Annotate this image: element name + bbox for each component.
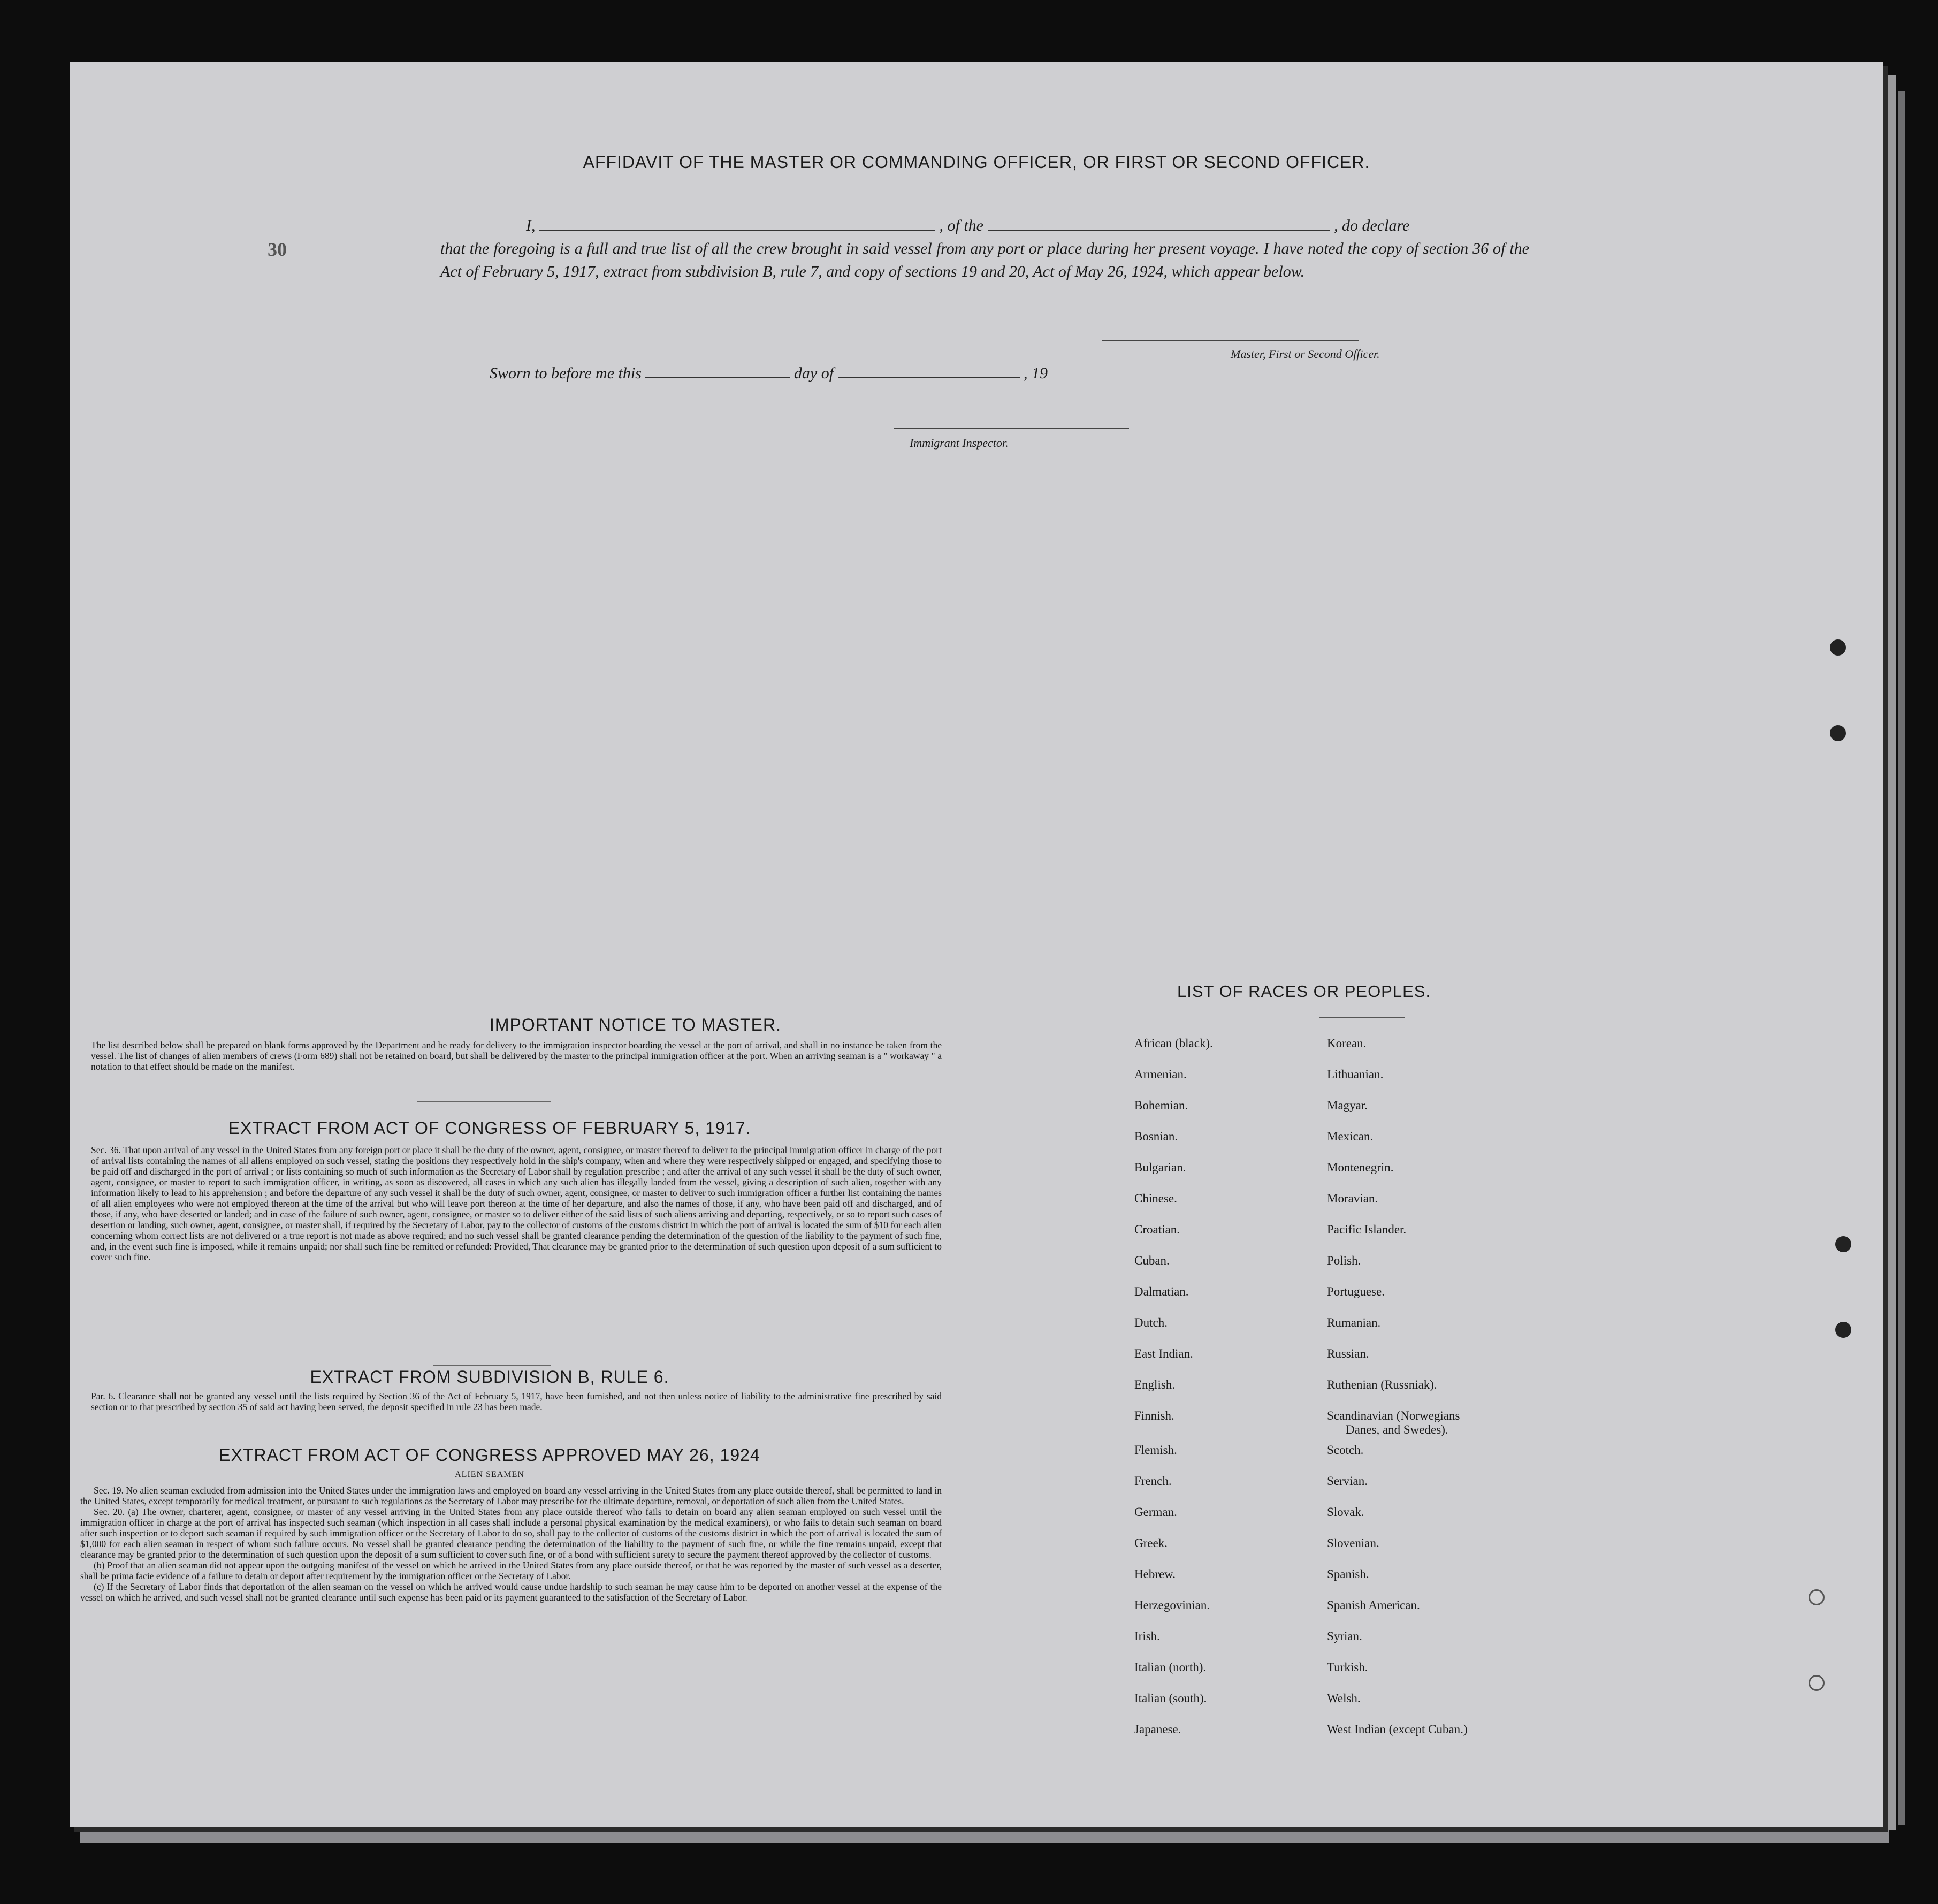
margin-mark: 30 (268, 239, 287, 260)
race-item: Greek. (1134, 1536, 1168, 1550)
section-19-text: Sec. 19. No alien seaman excluded from admission into the United States under the immigration laws and employed on board any vessel arriving in the United States from any place outside thereof, shall be permitted to land in the United States, except temporarily for medical treatment, or pursuant to such regulations as the Secretary of Labor may prescribe for the ultimate departure, removal, or deportation of such alien from the United States. (80, 1485, 942, 1506)
race-item: Welsh. (1327, 1692, 1361, 1705)
race-item: Slovenian. (1327, 1536, 1379, 1550)
sworn-day-blank (645, 377, 790, 378)
race-item: Syrian. (1327, 1629, 1362, 1643)
sworn-label: Sworn to before me this (490, 364, 642, 382)
affidavit-text: that the foregoing is a full and true list of all the crew brought in said vessel from any port or place during her present voyage. I have noted the copy of section 36 of the Act of February 5, 1917, extract from subdivision B, rule 7, and copy of sections 19 and 20, Act of May 26, 1924, which appear below. (440, 240, 1529, 280)
section-20c-text: (c) If the Secretary of Labor finds that deportation of the alien seaman on the vessel on which he arrived would cause undue hardship to such seaman he may cause him to be deported on another vessel at the expense of the vessel on which he arrived, and such vessel shall not be granted clearance until such expense has been paid or its payment guaranteed to the satisfaction of the Secretary of Labor. (80, 1581, 942, 1603)
race-item: Lithuanian. (1327, 1068, 1384, 1081)
race-item: East Indian. (1134, 1347, 1193, 1360)
extract-rule6-title: EXTRACT FROM SUBDIVISION B, RULE 6. (310, 1367, 669, 1387)
race-item: Flemish. (1134, 1443, 1177, 1457)
affidavit-line1 (526, 214, 1529, 237)
document-page: AFFIDAVIT OF THE MASTER OR COMMANDING OFFICER, OR FIRST OR SECOND OFFICER. 30 I, , of the , do declare that the foregoing is a full and true list of all the crew brought in said vessel from any port or place during her present voyage. I have noted the copy of section 36 of the Act of February 5, 1917, extract from subdivision B, rule 7, and copy of sections 19 and 20, Act of May 26, 1924, which appear below. Master, First or Second Officer. Sworn to before me this day of , 19 Immigrant Inspector. IMPORTANT NOTICE TO MASTER. The list described below shall be prepared on blank forms approved by the Department and be ready for delivery to the immigration inspector boarding the vessel at the port of arrival, and shall in no instance be taken from the vessel. The list of changes of alien members of crews (Form 689) shall not be retained on board, but shall be delivered by the master to the principal immigration officer at the port. When an arriving seaman is a " workaway " a notation to that effect should be made on the manifest. EXTRACT FROM ACT OF CONGRESS OF FEBRUARY 5, 1917. Sec. 36. That upon arrival of any vessel in the United States from any foreign port or place it shall be the duty of the owner, agent, consignee, or master thereof to deliver to the principal immigration officer in charge of the port of arrival lists containing the names of all aliens employed on such vessel, stating the positions they respectively hold in the ship's company, when and where they were respectively shipped or engaged, and specifying those to be paid off and discharged in the port of arrival ; or lists containing so much of such information as the Secretary of Labor shall by regulation prescribe ; and after the arrival of any such vessel it shall be the duty of such owner, agent, consignee, or master to report to such immigration officer, in writing, as soon as discovered, all cases in which any such alien has illegally landed from the vessel, giving a description of such alien, together with any information likely to lead to his apprehension ; and before the departure of any such vessel it shall be the duty of such owner, agent, consignee, or master to deliver to such immigration officer a further list containing the names of all alien employees who were not employed thereon at the time of the arrival but who will leave port thereon at the time of her departure, and also the names of those, if any, who have been paid off and discharged, and of those, if any, who have deserted or landed; and in case of the failure of such owner, agent, consignee, or master so to deliver either of the said lists of such aliens arriving and departing, respectively, or so to report such cases of desertion or landing, such owner, agent, consignee, or master shall, if required by the Secretary of Labor, pay to the collector of customs of the customs district in which the port of arrival is located the sum of $10 for each alien concerning whom correct lists are not delivered or a true report is not made as above required; and no such vessel shall be granted clearance pending the determination of the question of the liability to the payment of such fine, and, in the event such fine is imposed, while it remains unpaid; nor shall such fine be remitted or refunded: Provided, That clearance may be granted prior to the determination of such question upon deposit of a sum sufficient to cover such fine. EXTRACT FROM SUBDIVISION B, RULE 6. Par. 6. Clearance shall not be granted any vessel until the lists required by Section 36 of the Act of February 5, 1917, have been furnished, and not then unless notice of liability to the administrative fine prescribed by said section or to that prescribed by section 35 of said act having been served, the deposit specified in rule 23 has been made. EXTRACT FROM ACT OF CONGRESS APPROVED MAY 26, 1924 ALIEN SEAMEN Sec. 19. No alien seaman excluded from admission into the United States under the immigration laws and employed on board any vessel arriving in the United States from any place outside thereof, shall be permitted to land in the United States, except temporarily for medical treatment, or pursuant to such regulations as the Secretary of Labor may prescribe for the ultimate departure, removal, or deportation of such alien from the United States. Sec. 20. (a) The owner, charterer, agent, consignee, or master of any vessel arriving in the United States from any place outside thereof who fails to detain on board any alien seaman employed on such vessel until the immigration officer in charge at the port of arrival has inspected such seaman (which inspection in all cases shall include a personal physical examination by the medical examiners), or who fails to detain such seaman on board after such inspection or to deport such seaman if required by such immigration officer or the Secretary of Labor to do so, shall pay to the collector of customs of the customs district in which the port of arrival is located the sum of $1,000 for each alien seaman in respect of whom such failure occurs. No vessel shall be granted clearance pending the determination of the liability to the payment of such fine, or while the fine remains unpaid, except that clearance may be granted prior to the determination of such question upon the deposit of a sum sufficient to cover such fine, or of a bond with sufficient surety to secure the payment thereof approved by the collector of customs. (b) Proof that an alien seaman did not appear upon the outgoing manifest of the vessel on which he arrived in the United States from any place outside thereof, or that he was reported by the master of such vessel as a deserter, shall be prima facie evidence of a failure to detain or deport after requirement by the immigration officer or the Secretary of Labor. (c) If the Secretary of Labor finds that deportation of the alien seaman on the vessel on which he arrived would cause undue hardship to such seaman he may cause him to be deported on another vessel at the expense of the vessel on which he arrived, and such vessel shall not be granted clearance until such expense has been paid or its payment guaranteed to the satisfaction of the Secretary of Labor. LIST OF RACES OR PEOPLES. African (black). Armenian. Bohemian. Bosnian. Bulgarian. Chinese. Croatian. Cuban. Dalmatian. Dutch. East Indian. English. Finnish. Flemish. French. German. Greek. Hebrew. Herzegovinian. Irish. Italian (north). Italian (south). Japanese. Korean. Lithuanian. Magyar. Mexican. Montenegrin. Moravian. Pacific Islander. Polish. Portuguese. Rumanian. Russian. Ruthenian (Russniak). Scandinavian (Norwegians Danes, and Swedes). Scotch. Servian. Slovak. Slovenian. Spanish. Spanish American. Syrian. Turkish. Welsh. West Indian (except Cuban.) (70, 62, 1883, 1827)
extract-1924-subtitle: ALIEN SEAMEN (455, 1470, 524, 1479)
paper-edge-middle (1886, 75, 1896, 1830)
race-item: West Indian (except Cuban.) (1327, 1723, 1468, 1736)
race-item: Slovak. (1327, 1505, 1364, 1519)
punch-hole (1830, 725, 1846, 741)
year-label: , 19 (1024, 364, 1048, 382)
race-item: Scotch. (1327, 1443, 1364, 1457)
race-item: German. (1134, 1505, 1177, 1519)
race-item: Hebrew. (1134, 1567, 1176, 1581)
section-20b-text: (b) Proof that an alien seaman did not appear upon the outgoing manifest of the vessel on which he arrived in the United States from any place outside thereof, or that he was reported by the master of such vessel as a deserter, shall be prima facie evidence of a failure to detain or deport after requirement by the immigration officer or the Secretary of Labor. (80, 1560, 942, 1581)
race-item: Spanish American. (1327, 1598, 1420, 1612)
race-item: Irish. (1134, 1629, 1160, 1643)
races-title: LIST OF RACES OR PEOPLES. (1177, 982, 1431, 1001)
sworn-line (490, 364, 1048, 383)
race-item: English. (1134, 1378, 1176, 1391)
race-item: French. (1134, 1474, 1172, 1488)
races-title-rule (1319, 1017, 1405, 1018)
punch-hole (1835, 1236, 1851, 1252)
rule-divider-2 (433, 1365, 551, 1366)
race-item: Bosnian. (1134, 1130, 1178, 1143)
race-item: Spanish. (1327, 1567, 1369, 1581)
inspector-label: Immigrant Inspector. (910, 436, 1009, 450)
rule-divider-1 (417, 1101, 551, 1102)
race-item: Herzegovinian. (1134, 1598, 1210, 1612)
race-item: Danes, and Swedes). (1346, 1423, 1448, 1436)
extract-1917-text: Sec. 36. That upon arrival of any vessel in the United States from any foreign port or place it shall be the duty of the owner, agent, consignee, or master thereof to deliver to the principal immigration officer in charge of the port of arrival lists containing the names of all aliens employed on such vessel, stating the positions they respectively hold in the ship's company, when and where they were respectively shipped or engaged, and specifying those to be paid off and discharged in the port of arrival ; or lists containing so much of such information as the Secretary of Labor shall by regulation prescribe ; and after the arrival of any such vessel it shall be the duty of such owner, agent, consignee, or master to report to such immigration officer, in writing, as soon as discovered, all cases in which any such alien has illegally landed from the vessel, giving a description of such alien, together with any information likely to lead to his apprehension ; and before the departure of any such vessel it shall be the duty of such owner, agent, consignee, or master to deliver to such immigration officer a further list containing the names of all alien employees who were not employed thereon at the time of the arrival but who will leave port thereon at the time of her departure, and also the names of those, if any, who have been paid off and discharged, and of those, if any, who have deserted or landed; and in case of the failure of such owner, agent, consignee, or master so to deliver either of the said lists of such aliens arriving and departing, respectively, or so to report such cases of desertion or landing, such owner, agent, consignee, or master shall, if required by the Secretary of Labor, pay to the collector of customs of the customs district in which the port of arrival is located the sum of $10 for each alien concerning whom correct lists are not delivered or a true report is not made as above required; and no such vessel shall be granted clearance pending the determination of the question of the liability to the payment of such fine, and, in the event such fine is imposed, while it remains unpaid; nor shall such fine be remitted or refunded: Provided, That clearance may be granted prior to the determination of such question upon deposit of a sum sufficient to cover such fine. (91, 1145, 942, 1262)
race-item: Scandinavian (Norwegians (1327, 1409, 1460, 1422)
affidavit-title: AFFIDAVIT OF THE MASTER OR COMMANDING OFFICER, OR FIRST OR SECOND OFFICER. (583, 153, 1370, 172)
extract-1924-title: EXTRACT FROM ACT OF CONGRESS APPROVED MAY 26, 1924 (219, 1445, 760, 1465)
race-item: Chinese. (1134, 1192, 1177, 1205)
race-item: Moravian. (1327, 1192, 1378, 1205)
signature-line (1102, 340, 1359, 341)
sworn-month-blank (838, 377, 1020, 378)
race-item: Portuguese. (1327, 1285, 1385, 1298)
extract-rule6-text: Par. 6. Clearance shall not be granted any vessel until the lists required by Section 36 of the Act of February 5, 1917, have been furnished, and not then unless notice of liability to the administrative fine prescribed by said section or to that prescribed by section 35 of said act having been served, the deposit specified in rule 23 has been made. (91, 1391, 942, 1412)
inspector-line (894, 428, 1129, 429)
race-item: Russian. (1327, 1347, 1369, 1360)
declarant-name-blank (539, 229, 935, 231)
race-item: African (black). (1134, 1037, 1213, 1050)
race-item: Korean. (1327, 1037, 1367, 1050)
race-item: Croatian. (1134, 1223, 1180, 1236)
race-item: Cuban. (1134, 1254, 1170, 1267)
paper-edge-back (1898, 91, 1905, 1825)
notice-text: The list described below shall be prepared on blank forms approved by the Department and be ready for delivery to the immigration inspector boarding the vessel at the port of arrival, and shall in no instance be taken from the vessel. The list of changes of alien members of crews (Form 689) shall not be retained on board, but shall be delivered by the master to the principal immigration officer at the port. When an arriving seaman is a " workaway " a notation to that effect should be made on the manifest. (91, 1040, 942, 1072)
race-item: Magyar. (1327, 1099, 1368, 1112)
punch-hole (1809, 1589, 1825, 1605)
race-item: Japanese. (1134, 1723, 1181, 1736)
of-the-label: , of the (939, 217, 983, 234)
race-item: Italian (south). (1134, 1692, 1207, 1705)
race-item: Polish. (1327, 1254, 1361, 1267)
day-of-label: day of (793, 364, 834, 382)
punch-hole (1830, 639, 1846, 656)
section-20a-text: Sec. 20. (a) The owner, charterer, agent, consignee, or master of any vessel arriving in the United States from any place outside thereof who fails to detain on board any alien seaman employed on such vessel until the immigration officer in charge at the port of arrival has inspected such seaman (which inspection in all cases shall include a personal physical examination by the medical examiners), or who fails to detain such seaman on board after such inspection or to deport such seaman if required by such immigration officer or the Secretary of Labor to do so, shall pay to the collector of customs of the customs district in which the port of arrival is located the sum of $1,000 for each alien seaman in respect of whom such failure occurs. No vessel shall be granted clearance pending the determination of the liability to the payment of such fine, or while the fine remains unpaid, except that clearance may be granted prior to the determination of such question upon the deposit of a sum sufficient to cover such fine, or of a bond with sufficient surety to secure the payment thereof approved by the collector of customs. (80, 1506, 942, 1560)
punch-hole (1809, 1675, 1825, 1691)
punch-hole (1835, 1322, 1851, 1338)
declarant-prefix: I, (526, 217, 536, 234)
race-item: Turkish. (1327, 1661, 1368, 1674)
race-item: Bohemian. (1134, 1099, 1188, 1112)
race-item: Rumanian. (1327, 1316, 1381, 1329)
race-item: Dutch. (1134, 1316, 1168, 1329)
race-item: Bulgarian. (1134, 1161, 1186, 1174)
race-item: Mexican. (1327, 1130, 1374, 1143)
race-item: Armenian. (1134, 1068, 1187, 1081)
race-item: Servian. (1327, 1474, 1368, 1488)
declare-label: , do declare (1334, 217, 1410, 234)
extract-1924-text (80, 1485, 942, 1603)
vessel-name-blank (988, 229, 1330, 231)
paper-edge-bottom (80, 1830, 1889, 1843)
extract-1917-title: EXTRACT FROM ACT OF CONGRESS OF FEBRUARY 5, 1917. (228, 1118, 751, 1138)
race-item: Italian (north). (1134, 1661, 1207, 1674)
affidavit-body (440, 214, 1529, 283)
race-item: Ruthenian (Russniak). (1327, 1378, 1437, 1391)
race-item: Montenegrin. (1327, 1161, 1394, 1174)
race-item: Dalmatian. (1134, 1285, 1189, 1298)
race-item: Pacific Islander. (1327, 1223, 1407, 1236)
race-item: Finnish. (1134, 1409, 1174, 1422)
signature-label: Master, First or Second Officer. (1231, 347, 1380, 361)
